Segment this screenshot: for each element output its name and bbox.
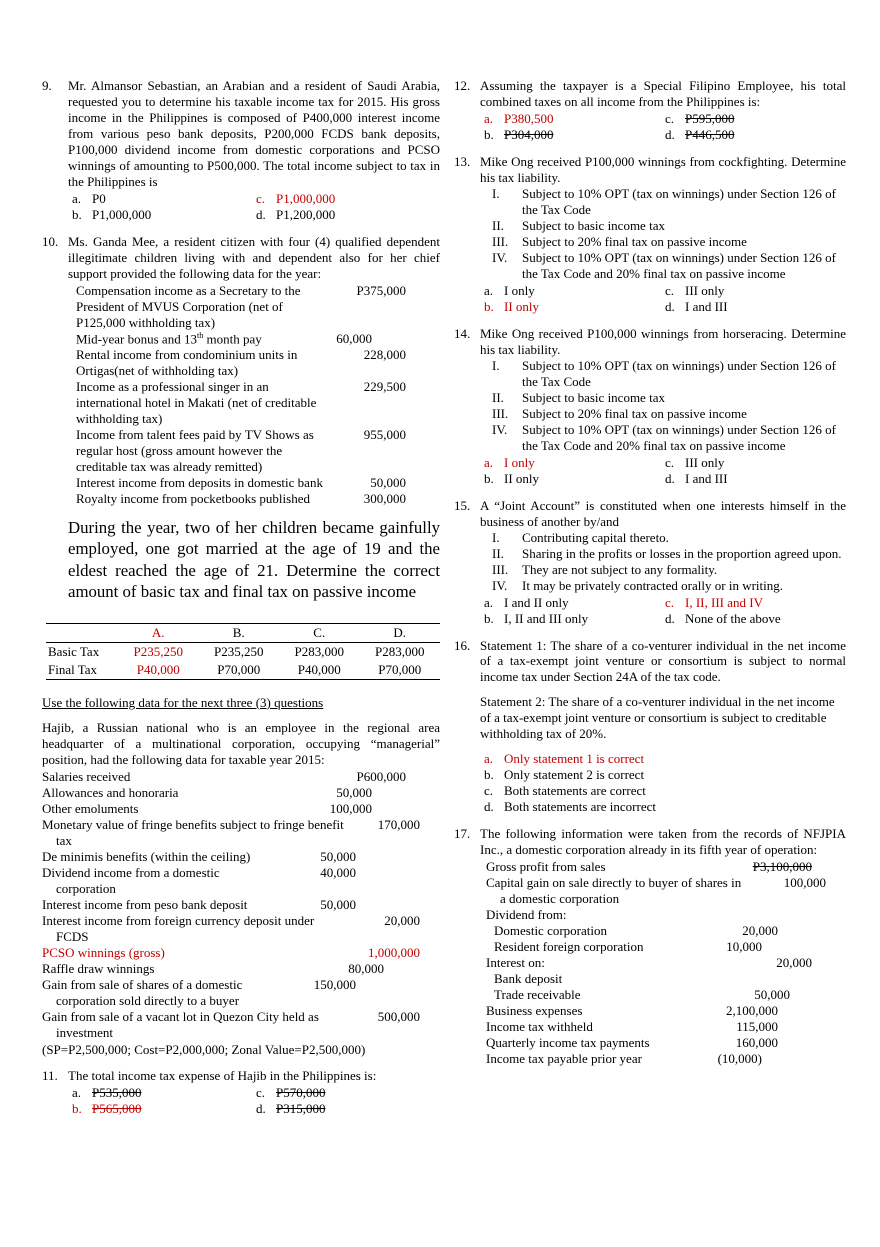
- option-d: [665, 471, 846, 487]
- question-10-text: Ms. Ganda Mee, a resident citizen with four (4) qualified dependent illegitimate children living with and dependent also for her chief support provided the following data for the year:: [68, 233, 440, 281]
- roman-item: [480, 218, 846, 234]
- data-amount: 228,000: [363, 347, 406, 363]
- option-letter: a.: [72, 1084, 82, 1100]
- option-value: P304,000: [504, 126, 554, 142]
- option-c-answer: [665, 595, 846, 611]
- data-amount: 50,000: [336, 784, 372, 800]
- table-cell: P283,000: [294, 643, 344, 659]
- option-letter: d.: [665, 126, 675, 142]
- question-11-body: [68, 1068, 440, 1117]
- roman-text: Subject to 10% OPT (tax on winnings) under Section 126 of the Tax Code and 20% final tax on passive income: [522, 249, 836, 281]
- data-label: Royalty income from pocketbooks published: [76, 490, 310, 506]
- table-cell: P235,250: [133, 643, 183, 659]
- question-13: [454, 154, 846, 315]
- data-label: Capital gain on sale directly to buyer of shares in a domestic corporation: [486, 875, 742, 907]
- data-label: Other emoluments: [42, 800, 139, 816]
- data-row: [480, 955, 846, 971]
- data-label: Income tax payable prior year: [486, 1051, 642, 1067]
- question-9-text: Mr. Almansor Sebastian, an Arabian and a resident of Saudi Arabia, requested you to determine his taxable income tax for 2015. His gross income in the Philippines is composed of P400,000 interest income from various peso bank deposits, P200,000 FCDS bank deposits, P100,000 dividend income from domestic corporations and PCSO winnings of amounting to P500,000. The total income subject to tax in the Philippines is: [68, 78, 440, 189]
- option-value: II only: [504, 470, 540, 486]
- ordinal-superscript: th: [196, 330, 204, 340]
- data-label: Income tax withheld: [486, 1019, 593, 1035]
- data-amount: 50,000: [370, 474, 406, 490]
- question-15-text: A “Joint Account” is constituted when one interests himself in the business of another by/and: [480, 497, 846, 529]
- shared-data-note: (SP=P2,500,000; Cost=P2,000,000; Zonal Value=P2,500,000): [42, 1041, 366, 1057]
- roman-text: Subject to basic income tax: [522, 217, 665, 233]
- left-column: [42, 78, 440, 1247]
- option-c: [665, 111, 846, 127]
- data-row: [480, 1019, 846, 1035]
- roman-numeral: IV.: [492, 577, 508, 593]
- data-row: [480, 875, 846, 907]
- roman-numeral: I.: [492, 357, 500, 373]
- data-label: PCSO winnings (gross): [42, 944, 165, 960]
- question-12-text: Assuming the taxpayer is a Special Filipino Employee, his total combined taxes on all income from the Philippines is:: [480, 78, 846, 109]
- table-row-label: Basic Tax: [48, 643, 100, 659]
- option-value: I, II and III only: [504, 610, 589, 626]
- data-label: Income as a professional singer in an international hotel in Makati (net of creditable withholding tax): [76, 379, 317, 427]
- option-value: P595,000: [685, 110, 735, 126]
- data-row: [480, 1003, 846, 1019]
- question-14-roman-list: [480, 358, 846, 454]
- question-15-options: [480, 595, 846, 627]
- option-c: [665, 455, 846, 471]
- data-label: Raffle draw winnings: [42, 960, 155, 976]
- question-13-text: Mike Ong received P100,000 winnings from cockfighting. Determine his tax liability.: [480, 153, 846, 185]
- data-label: [76, 331, 296, 347]
- option-a: [484, 283, 665, 299]
- roman-numeral: III.: [492, 405, 509, 421]
- option-letter: d.: [665, 298, 675, 314]
- question-9-body: [68, 78, 440, 223]
- question-17-data-list: [480, 859, 846, 1067]
- option-letter: c.: [256, 190, 266, 206]
- option-d: [665, 299, 846, 315]
- data-row: [42, 977, 440, 1009]
- table-header-cell: B.: [199, 623, 280, 642]
- data-amount: 955,000: [363, 427, 406, 442]
- roman-text: Subject to 10% OPT (tax on winnings) under Section 126 of the Tax Code: [522, 357, 836, 389]
- table-cell: P70,000: [199, 661, 280, 679]
- option-value: Only statement 1 is correct: [504, 751, 645, 767]
- option-b: [484, 471, 665, 487]
- data-amount: P3,100,000: [752, 859, 812, 875]
- question-12-options: [480, 111, 846, 143]
- option-letter: c.: [665, 282, 675, 298]
- option-letter: a.: [484, 110, 494, 126]
- question-11: [42, 1068, 440, 1117]
- option-value: P1,200,000: [276, 206, 336, 222]
- question-16-body: [480, 638, 846, 816]
- question-12: [454, 78, 846, 143]
- data-label: Business expenses: [486, 1003, 583, 1019]
- data-amount: 60,000: [336, 330, 372, 346]
- option-b: [484, 767, 846, 783]
- option-letter: c.: [484, 783, 494, 799]
- data-row-pcso-winnings: [42, 945, 440, 961]
- roman-text: Subject to 20% final tax on passive income: [522, 233, 747, 249]
- data-row: [42, 865, 440, 897]
- option-value: I only: [504, 282, 535, 298]
- data-row: [480, 939, 846, 955]
- data-label: Dividend income from a domestic corporation: [42, 864, 220, 896]
- shared-data-list: [42, 769, 440, 1041]
- roman-item: [480, 546, 846, 562]
- data-row: [42, 769, 440, 785]
- option-b-answer: [72, 1101, 256, 1117]
- option-value: I and II only: [504, 594, 569, 610]
- data-amount: 500,000: [377, 1008, 420, 1024]
- question-10-body: [68, 234, 440, 612]
- question-16-options: [480, 751, 846, 815]
- data-amount: 115,000: [736, 1019, 778, 1035]
- option-letter: b.: [484, 610, 494, 626]
- option-value: I and III: [685, 298, 728, 314]
- data-amount: 50,000: [754, 987, 790, 1003]
- data-amount: P375,000: [356, 282, 406, 298]
- table-row-label: Final Tax: [46, 661, 118, 679]
- question-12-number: 12.: [454, 78, 471, 93]
- question-11-text: The total income tax expense of Hajib in the Philippines is:: [68, 1067, 377, 1083]
- question-17: [454, 826, 846, 1067]
- roman-text: Subject to 20% final tax on passive income: [522, 405, 747, 421]
- option-d: [256, 1101, 440, 1117]
- statement-2: Statement 2: The share of a co-venturer individual in the net income of a tax-exempt joint venture or consortium is subject to creditable withholding tax of 20%.: [480, 694, 835, 742]
- data-row: [42, 849, 440, 865]
- data-label: Trade receivable: [494, 987, 581, 1003]
- data-label: Gross profit from sales: [486, 859, 606, 875]
- label-text: month pay: [203, 331, 262, 347]
- table-header-cell: D.: [360, 623, 441, 642]
- roman-numeral: IV.: [492, 421, 508, 437]
- option-letter: d.: [256, 1100, 266, 1116]
- question-14-body: [480, 326, 846, 487]
- roman-text: Contributing capital thereto.: [522, 529, 669, 545]
- roman-numeral: III.: [492, 561, 509, 577]
- data-label: Salaries received: [42, 768, 131, 784]
- option-letter: a.: [484, 454, 494, 470]
- option-b-answer: [484, 299, 665, 315]
- data-row: [68, 491, 440, 507]
- data-label: Income from talent fees paid by TV Shows as regular host (gross amount however the creditable tax was already remitted): [76, 427, 314, 474]
- table-header-cell: [46, 623, 118, 642]
- data-amount: 160,000: [735, 1035, 778, 1051]
- data-amount: 100,000: [783, 875, 826, 891]
- data-row: [68, 475, 440, 491]
- option-value: I, II, III and IV: [685, 594, 763, 610]
- data-amount: 300,000: [363, 490, 406, 506]
- question-14-options: [480, 455, 846, 487]
- question-10-paragraph: During the year, two of her children became gainfully employed, one got married at the age of 19 and the eldest reached the age of 21. Determine the correct amount of basic tax and final tax on passive income: [68, 517, 440, 602]
- question-10: [42, 234, 440, 612]
- shared-data-heading: Use the following data for the next three (3) questions: [42, 694, 324, 710]
- question-16-number: 16.: [454, 637, 471, 653]
- roman-item: [480, 422, 846, 454]
- data-row: [68, 331, 440, 347]
- table-cell: P40,000: [279, 661, 360, 679]
- roman-numeral: III.: [492, 233, 509, 249]
- question-16: [454, 638, 846, 816]
- question-9-options: [68, 191, 440, 223]
- option-value: P570,000: [276, 1084, 326, 1100]
- question-9-number: 9.: [42, 78, 52, 93]
- table-header-row: [46, 623, 440, 642]
- option-letter: c.: [665, 594, 675, 610]
- table-cell: P235,250: [214, 643, 264, 659]
- option-value: I only: [504, 454, 535, 470]
- option-letter: a.: [484, 751, 494, 767]
- question-10-answer-table: [46, 623, 440, 680]
- data-amount: 229,500: [363, 379, 406, 395]
- data-label: Interest income from peso bank deposit: [42, 896, 248, 912]
- option-letter: c.: [665, 110, 675, 126]
- question-15: [454, 498, 846, 627]
- option-b: [484, 611, 665, 627]
- option-b: [72, 207, 256, 223]
- question-13-body: [480, 154, 846, 315]
- question-13-number: 13.: [454, 153, 471, 169]
- option-c: [484, 783, 846, 799]
- roman-text: They are not subject to any formality.: [522, 561, 718, 577]
- option-value: P1,000,000: [276, 190, 336, 206]
- label-text: Mid-year bonus and 13: [76, 331, 197, 347]
- roman-numeral: I.: [492, 529, 500, 545]
- data-row: [42, 913, 440, 945]
- roman-text: Sharing in the profits or losses in the proportion agreed upon.: [522, 545, 842, 561]
- roman-item: [480, 186, 846, 218]
- question-14: [454, 326, 846, 487]
- option-letter: b.: [484, 298, 494, 314]
- question-13-roman-list: [480, 186, 846, 282]
- roman-item: [480, 530, 846, 546]
- roman-numeral: IV.: [492, 249, 508, 265]
- option-letter: d.: [665, 470, 675, 486]
- data-amount: 150,000: [313, 976, 356, 992]
- data-label: Gain from sale of a vacant lot in Quezon City held as investment: [42, 1008, 319, 1040]
- roman-numeral: II.: [492, 545, 504, 561]
- data-row: [480, 859, 846, 875]
- data-row: [42, 801, 440, 817]
- roman-item: [480, 562, 846, 578]
- data-amount: 20,000: [384, 912, 420, 928]
- question-17-text: The following information were taken from the records of NFJPIA Inc., a domestic corporation already in its fifth year of operation:: [480, 826, 846, 858]
- option-value: III only: [685, 454, 725, 470]
- option-value: None of the above: [685, 610, 781, 626]
- data-row: [42, 961, 440, 977]
- data-row: [42, 817, 440, 849]
- data-amount: 20,000: [776, 955, 812, 971]
- data-row: [480, 971, 846, 987]
- data-label: Monetary value of fringe benefits subject to fringe benefit tax: [42, 816, 344, 848]
- option-c: [256, 1085, 440, 1101]
- data-row: [68, 347, 440, 379]
- data-amount: 1,000,000: [368, 944, 420, 960]
- option-letter: b.: [72, 1100, 82, 1116]
- data-row: [42, 897, 440, 913]
- table-header-cell: C.: [279, 623, 360, 642]
- statement-1: Statement 1: The share of a co-venturer individual in the net income of a tax-exempt joint venture or consortium is subject to normal income tax under Section 24A of the tax code.: [480, 637, 846, 685]
- table-row: [46, 642, 440, 660]
- data-row: [68, 283, 440, 331]
- roman-numeral: II.: [492, 389, 504, 405]
- question-9: [42, 78, 440, 223]
- option-d: [665, 611, 846, 627]
- option-a: [72, 1085, 256, 1101]
- option-letter: b.: [484, 767, 494, 783]
- option-value: P1,000,000: [92, 206, 152, 222]
- data-label: Quarterly income tax payments: [486, 1035, 650, 1051]
- data-row: [68, 379, 440, 427]
- data-row: [68, 427, 440, 475]
- question-14-text: Mike Ong received P100,000 winnings from horseracing. Determine his tax liability.: [480, 325, 846, 357]
- roman-item: [480, 234, 846, 250]
- data-amount: 40,000: [320, 864, 356, 880]
- data-row: [480, 1035, 846, 1051]
- data-label: De minimis benefits (within the ceiling): [42, 848, 251, 864]
- data-row: [480, 987, 846, 1003]
- question-13-options: [480, 283, 846, 315]
- data-label: Bank deposit: [494, 971, 563, 987]
- data-amount: 100,000: [329, 800, 372, 816]
- roman-numeral: II.: [492, 217, 504, 233]
- data-row: [480, 923, 846, 939]
- data-row: [480, 907, 846, 923]
- table-cell: P40,000: [118, 661, 199, 679]
- data-amount: 2,100,000: [726, 1003, 778, 1019]
- option-letter: c.: [256, 1084, 266, 1100]
- data-label: Rental income from condominium units in Ortigas(net of withholding tax): [76, 347, 298, 379]
- roman-text: Subject to 10% OPT (tax on winnings) under Section 126 of the Tax Code: [522, 185, 836, 217]
- table-row: [46, 661, 440, 679]
- data-label: Dividend from:: [486, 907, 567, 923]
- option-d: [484, 799, 846, 815]
- option-value: I and III: [685, 470, 728, 486]
- question-15-body: [480, 498, 846, 627]
- option-value: P315,000: [276, 1100, 326, 1116]
- question-10-data-list: [68, 283, 440, 507]
- roman-item: [480, 250, 846, 282]
- data-label: Gain from sale of shares of a domestic corporation sold directly to a buyer: [42, 976, 243, 1008]
- data-amount: (10,000): [717, 1051, 762, 1067]
- option-letter: d.: [665, 610, 675, 626]
- option-letter: d.: [484, 799, 494, 815]
- option-c: [665, 283, 846, 299]
- data-label: Domestic corporation: [494, 923, 607, 939]
- table-cell: P283,000: [375, 643, 425, 659]
- option-letter: a.: [72, 190, 82, 206]
- data-amount: P600,000: [356, 768, 406, 784]
- option-value: Both statements are correct: [504, 783, 646, 799]
- option-d: [256, 207, 440, 223]
- data-label: Interest income from foreign currency deposit under FCDS: [42, 912, 315, 944]
- roman-numeral: I.: [492, 185, 500, 201]
- roman-text: It may be privately contracted orally or in writing.: [522, 577, 783, 593]
- option-value: P0: [92, 190, 106, 206]
- data-row: [480, 1051, 846, 1067]
- option-value: P565,000: [92, 1100, 142, 1116]
- data-amount: 80,000: [348, 960, 384, 976]
- option-a: [72, 191, 256, 207]
- question-11-options: [68, 1085, 440, 1117]
- option-letter: b.: [484, 470, 494, 486]
- question-17-body: [480, 826, 846, 1067]
- question-14-number: 14.: [454, 325, 471, 341]
- option-value: Both statements are incorrect: [504, 799, 656, 815]
- table-header-cell: A.: [118, 623, 199, 642]
- data-row: [42, 1009, 440, 1041]
- roman-text: Subject to basic income tax: [522, 389, 665, 405]
- shared-data-intro: Hajib, a Russian national who is an employee in the regional area headquarter of a multinational corporation, occupying “managerial” position, had the following data for taxable year 2015:: [42, 719, 440, 767]
- data-amount: 50,000: [320, 848, 356, 864]
- table-cell: P70,000: [360, 661, 441, 679]
- question-15-roman-list: [480, 530, 846, 594]
- data-label: Resident foreign corporation: [494, 939, 644, 955]
- option-value: Only statement 2 is correct: [504, 767, 645, 783]
- data-amount: 50,000: [320, 896, 356, 912]
- data-row: [42, 785, 440, 801]
- data-label: Interest income from deposits in domestic bank: [76, 474, 323, 490]
- roman-item: [480, 578, 846, 594]
- option-value: P535,000: [92, 1084, 142, 1100]
- question-17-number: 17.: [454, 826, 471, 842]
- option-letter: a.: [484, 282, 494, 298]
- roman-item: [480, 390, 846, 406]
- data-label: Compensation income as a Secretary to the President of MVUS Corporation (net of P125,000 withholding tax): [76, 282, 301, 330]
- option-d: [665, 127, 846, 143]
- roman-item: [480, 358, 846, 390]
- question-15-number: 15.: [454, 497, 471, 513]
- option-value: P446,500: [685, 126, 735, 142]
- question-12-body: [480, 78, 846, 143]
- question-11-number: 11.: [42, 1067, 58, 1083]
- option-a: [484, 595, 665, 611]
- roman-item: [480, 406, 846, 422]
- roman-text: Subject to 10% OPT (tax on winnings) under Section 126 of the Tax Code and 20% final tax on passive income: [522, 421, 836, 453]
- option-a-answer: [484, 111, 665, 127]
- option-value: P380,500: [504, 110, 554, 126]
- data-amount: 10,000: [726, 939, 762, 955]
- right-column: [454, 78, 846, 1247]
- data-amount: 20,000: [742, 923, 778, 939]
- option-letter: a.: [484, 594, 494, 610]
- option-letter: c.: [665, 454, 675, 470]
- option-letter: b.: [72, 206, 82, 222]
- data-label: Allowances and honoraria: [42, 784, 179, 800]
- option-a-answer: [484, 751, 846, 767]
- option-value: II only: [504, 298, 540, 314]
- option-letter: b.: [484, 126, 494, 142]
- question-10-number: 10.: [42, 233, 59, 249]
- data-amount: 170,000: [377, 816, 420, 832]
- option-b: [484, 127, 665, 143]
- data-label: Interest on:: [486, 955, 545, 971]
- option-a-answer: [484, 455, 665, 471]
- option-c-answer: [256, 191, 440, 207]
- option-letter: d.: [256, 206, 266, 222]
- option-value: III only: [685, 282, 725, 298]
